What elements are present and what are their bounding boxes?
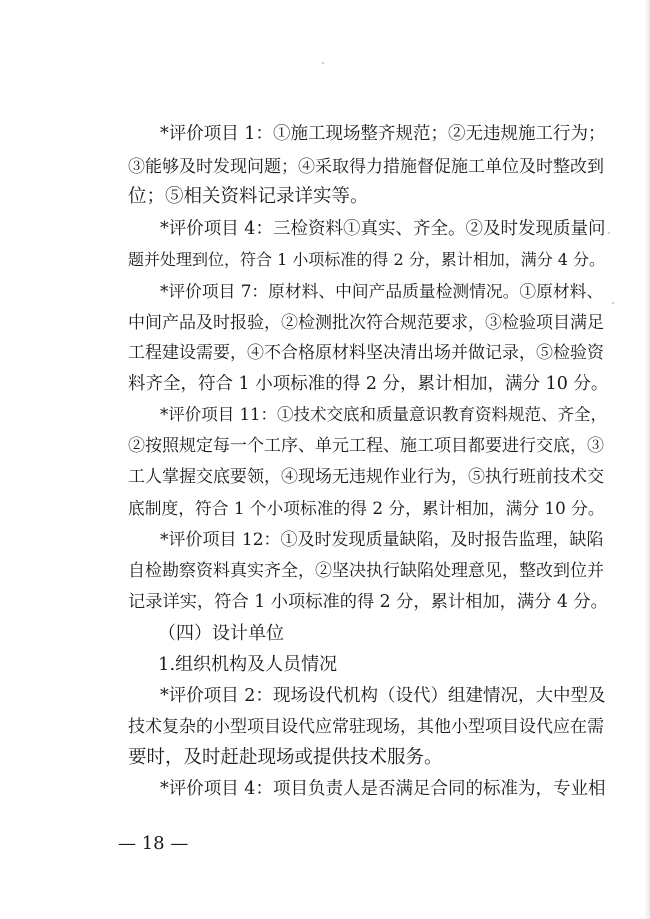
paragraph-line: *评价项目 11：①技术交底和质量意识教育资料规范、齐全， — [160, 405, 607, 424]
scan-speck — [322, 62, 324, 64]
scan-speck — [608, 232, 610, 234]
paragraph-line: 中间产品及时报验，②检测批次符合规范要求，③检验项目满足 — [128, 313, 604, 333]
paragraph-line: *评价项目 7：原材料、中间产品质量检测情况。①原材料、 — [160, 281, 604, 301]
paragraph-line: 要时，及时赶赴现场或提供技术服务。 — [128, 747, 443, 768]
subsection-heading: 1.组织机构及人员情况 — [158, 654, 338, 675]
paragraph-line: 位；⑤相关资料记录详实等。 — [128, 186, 369, 207]
paragraph-line: 工人掌握交底要领，④现场无违规作业行为，⑤执行班前技术交 — [128, 467, 604, 487]
paragraph-line: 题并处理到位，符合 1 小项标准的得 2 分，累计相加，满分 4 分。 — [128, 250, 606, 269]
section-heading: （四）设计单位 — [158, 623, 284, 644]
scan-speck — [612, 302, 614, 304]
paragraph-line: *评价项目 4：项目负责人是否满足合同的标准为，专业相 — [160, 779, 606, 799]
paragraph-line: 料齐全，符合 1 小项标准的得 2 分，累计相加，满分 10 分。 — [128, 374, 609, 394]
paragraph-line: ③能够及时发现问题；④采取得力措施督促施工单位及时整改到 — [128, 157, 604, 177]
paragraph-line: 自检勘察资料真实齐全，②坚决执行缺陷处理意见，整改到位并 — [128, 561, 604, 581]
paragraph-line: *评价项目 1：①施工现场整齐规范；②无违规施工行为； — [160, 124, 606, 144]
page-number: — 18 — — [118, 833, 189, 854]
page-edge-shadow — [644, 0, 650, 919]
paragraph-line: *评价项目 12：①及时发现质量缺陷，及时报告监理，缺陷 — [160, 530, 604, 550]
paragraph-line: ②按照规定每一个工序、单元工程、施工项目都要进行交底，③ — [128, 436, 604, 456]
paragraph-line: *评价项目 4：三检资料①真实、齐全。②及时发现质量问 — [160, 219, 606, 239]
paragraph-line: *评价项目 2：现场设代机构（设代）组建情况，大中型及 — [160, 686, 606, 706]
paragraph-line: 技术复杂的小型项目设代应常驻现场，其他小型项目设代应在需 — [128, 717, 604, 737]
paragraph-line: 记录详实，符合 1 小项标准的得 2 分，累计相加，满分 4 分。 — [128, 592, 608, 612]
paragraph-line: 底制度，符合 1 个小项标准的得 2 分，累计相加，满分 10 分。 — [128, 498, 605, 518]
paragraph-line: 工程建设需要，④不合格原材料坚决清出场并做记录，⑤检验资 — [128, 343, 604, 363]
